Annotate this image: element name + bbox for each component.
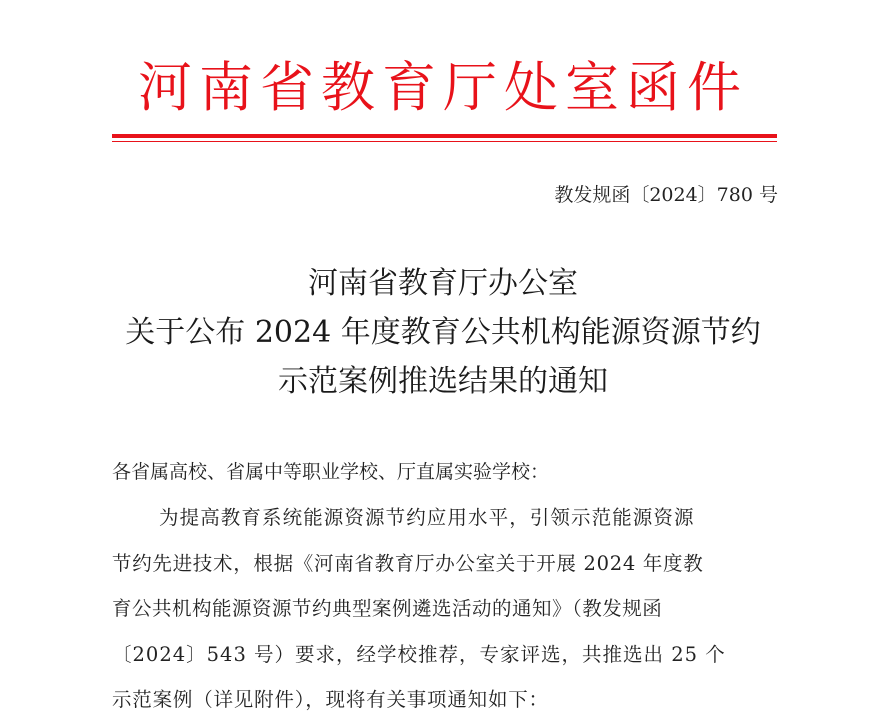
letterhead-rule-thick: [112, 134, 777, 138]
body-line: 育公共机构能源资源节约典型案例遴选活动的通知》（教发规函: [112, 597, 663, 620]
notice-title-line: 河南省教育厅办公室: [308, 266, 578, 301]
document-number: 教发规函〔2024〕780 号: [554, 184, 778, 206]
body-line: 〔2024〕543 号）要求，经学校推荐，专家评选，共推选出 25 个: [112, 643, 726, 666]
letterhead-title: 河南省教育厅处室函件: [138, 56, 748, 119]
body-line: 示范案例（详见附件），现将有关事项通知如下：: [112, 688, 549, 711]
notice-title-line: 示范案例推选结果的通知: [278, 364, 608, 399]
body-line: 节约先进技术，根据《河南省教育厅办公室关于开展 2024 年度教: [112, 552, 704, 575]
notice-title-line: 关于公布 2024 年度教育公共机构能源资源节约: [125, 315, 761, 350]
letterhead-rule-thin: [112, 141, 777, 142]
body-line: 为提高教育系统能源资源节约应用水平，引领示范能源资源: [159, 506, 695, 529]
salutation: 各省属高校、省属中等职业学校、厅直属实验学校：: [112, 461, 550, 483]
